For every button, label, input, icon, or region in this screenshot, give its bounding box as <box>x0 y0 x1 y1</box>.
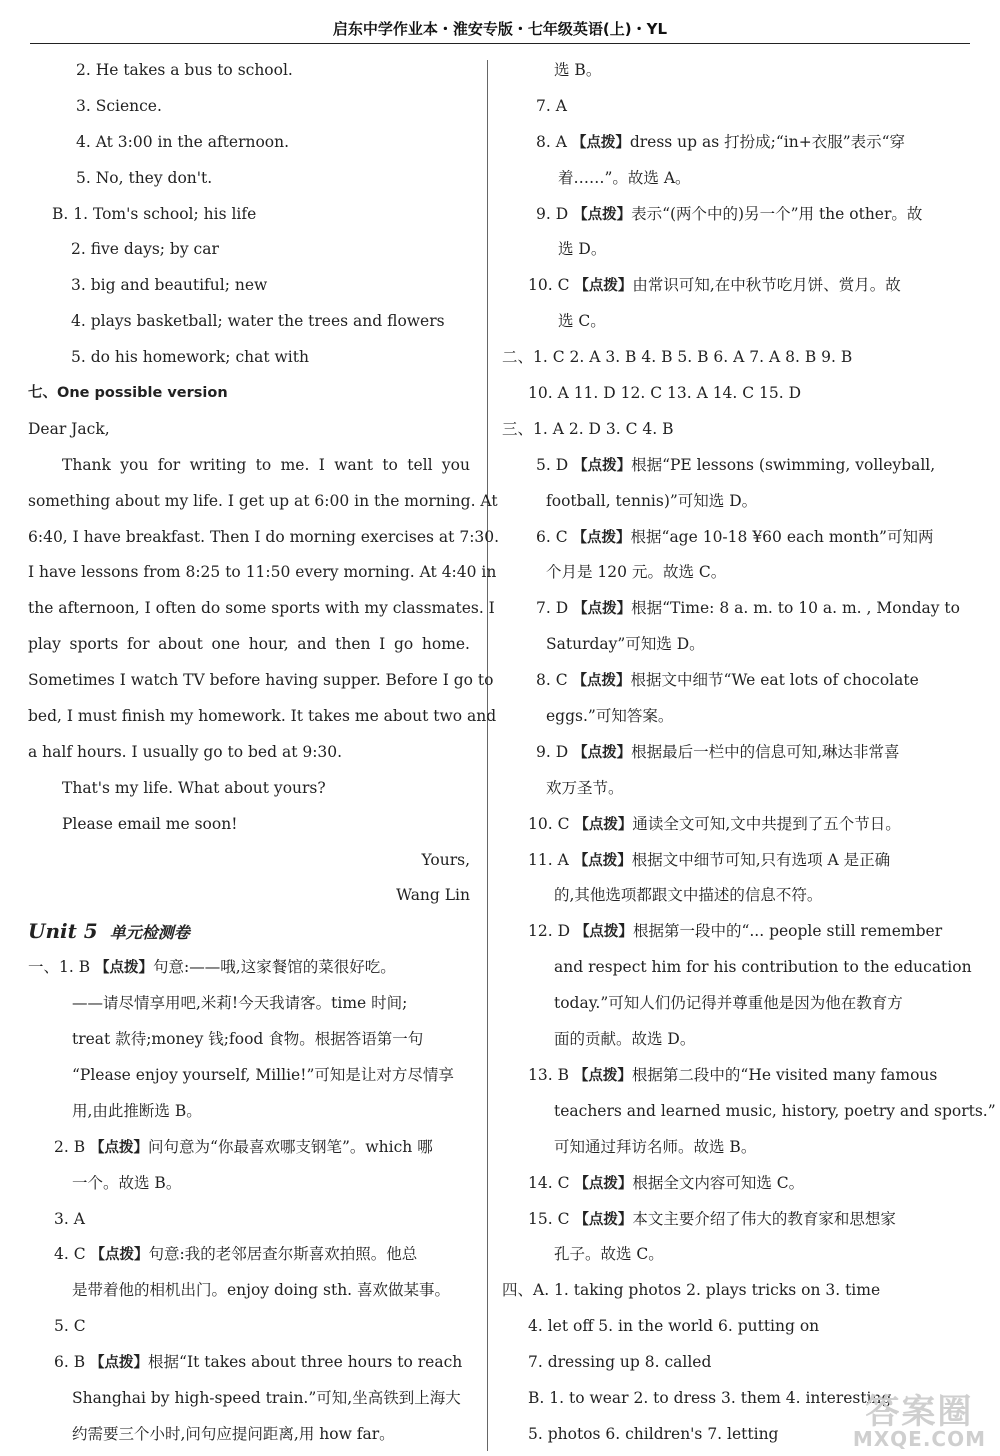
text-line <box>28 1097 470 1133</box>
line-text: Sometimes I watch TV before having supper. Before I go to <box>28 671 494 690</box>
hint-text: 根据“It takes about three hours to reach <box>148 1353 463 1372</box>
hint-tag: 【点拨】 <box>573 852 632 869</box>
text-line <box>502 379 944 415</box>
hint-text: 句意:我的老邻居查尔斯喜欢拍照。他总 <box>148 1245 418 1264</box>
hint-text: 表示“(两个中的)另一个”用 the other。故 <box>631 204 923 223</box>
line-text: eggs.”可知答案。 <box>546 707 674 726</box>
line-text: 9. D <box>536 742 574 761</box>
line-text: Dear Jack, <box>28 419 110 438</box>
line-text: I have lessons from 8:25 to 11:50 every morning. At 4:40 in <box>28 563 497 582</box>
line-text: 2. He takes a bus to school. <box>76 61 293 79</box>
line-text: 5. D <box>536 455 574 474</box>
line-text: 7. A <box>536 96 567 115</box>
text-line <box>502 702 944 738</box>
hint-tag: 【点拨】 <box>90 1355 149 1372</box>
hint-text: 根据“Time: 8 a. m. to 10 a. m. , Monday to <box>631 599 960 618</box>
text-line <box>28 523 500 559</box>
line-text: 七、One possible version <box>28 385 228 402</box>
line-text: 是带着他的相机出门。enjoy doing sth. 喜欢做某事。 <box>72 1281 451 1300</box>
line-text: 6:40, I have breakfast. Then I do morning exercises at 7:30. <box>28 527 500 546</box>
text-line <box>502 415 944 451</box>
hint-tag: 【点拨】 <box>573 601 632 618</box>
watermark-cn: 答案圈 <box>865 1392 974 1432</box>
line-text: Yours, <box>421 850 470 869</box>
unit-subtitle: 单元检测卷 <box>109 923 190 943</box>
text-line <box>502 810 944 846</box>
line-text: the afternoon, I often do some sports with my classmates. I <box>28 599 495 618</box>
text-line <box>28 1312 470 1348</box>
text-line <box>502 1061 944 1097</box>
line-text: 2. B <box>54 1137 91 1156</box>
text-line <box>28 128 470 164</box>
hint-text: 根据最后一栏中的信息可知,琳达非常喜 <box>631 742 900 761</box>
text-line <box>28 738 470 774</box>
hint-tag: 【点拨】 <box>574 924 633 941</box>
line-text: B. 1. Tom's school; his life <box>52 204 257 223</box>
text-line <box>502 1312 944 1348</box>
hint-tag: 【点拨】 <box>571 134 630 151</box>
text-line <box>28 487 498 523</box>
line-text: 4. let off 5. in the world 6. putting on <box>528 1317 820 1336</box>
text-line <box>502 92 944 128</box>
line-text: 四、A. 1. taking photos 2. plays tricks on 3. time <box>502 1281 881 1300</box>
text-line <box>502 487 944 523</box>
text-line <box>28 415 470 451</box>
hint-text: 通读全文可知,文中共提到了五个节日。 <box>632 814 901 833</box>
line-text: 孔子。故选 C。 <box>554 1245 664 1264</box>
line-text: 8. A <box>536 132 572 151</box>
text-line <box>502 164 944 200</box>
text-line <box>28 379 470 415</box>
line-text: 6. C <box>536 527 573 546</box>
line-text: 欢万圣节。 <box>546 778 624 797</box>
text-line <box>28 702 497 738</box>
text-line <box>28 558 497 594</box>
line-text: 二、1. C 2. A 3. B 4. B 5. B 6. A 7. A 8. B 9. B <box>502 348 853 367</box>
text-line <box>502 1169 944 1205</box>
text-line <box>502 881 944 917</box>
text-line <box>28 810 470 846</box>
hint-text: dress up as 打扮成;“in+衣服”表示“穿 <box>629 132 906 151</box>
text-line <box>28 1025 470 1061</box>
hint-tag: 【点拨】 <box>574 816 633 833</box>
text-line <box>502 56 944 92</box>
hint-tag: 【点拨】 <box>573 457 632 474</box>
text-line <box>28 1169 470 1205</box>
hint-tag: 【点拨】 <box>95 960 154 977</box>
hint-tag: 【点拨】 <box>574 278 633 295</box>
text-line <box>28 164 470 200</box>
text-line <box>28 200 470 236</box>
line-text: 11. A <box>528 850 574 869</box>
hint-text: 根据“age 10-18 ¥60 each month”可知两 <box>630 527 934 546</box>
line-text: 9. D <box>536 204 574 223</box>
line-text: 5. C <box>54 1317 86 1336</box>
hint-text: 根据文中细节可知,只有选项 A 是正确 <box>631 850 891 869</box>
line-text: today.”可知人们仍记得并尊重他是因为他在教育方 <box>554 994 903 1013</box>
line-text: 个月是 120 元。故选 C。 <box>546 563 727 582</box>
line-text: 用,由此推断选 B。 <box>72 1101 202 1120</box>
text-line <box>28 92 470 128</box>
text-line <box>28 235 470 271</box>
text-line <box>502 1276 944 1312</box>
line-text: That's my life. What about yours? <box>62 778 326 797</box>
line-text: Please email me soon! <box>62 814 238 833</box>
line-text: “Please enjoy yourself, Millie!”可知是让对方尽情享 <box>72 1065 454 1084</box>
unit-title: Unit 5 <box>28 919 98 944</box>
line-text: 10. C <box>528 814 575 833</box>
line-text: play sports for about one hour, and then I go home. <box>28 635 470 654</box>
hint-tag: 【点拨】 <box>572 673 631 690</box>
hint-text: 根据第二段中的“He visited many famous <box>631 1065 938 1084</box>
hint-tag: 【点拨】 <box>573 744 632 761</box>
line-text: bed, I must finish my homework. It takes me about two and <box>28 707 497 726</box>
hint-text: 根据“PE lessons (swimming, volleyball, <box>631 455 936 474</box>
line-text: 4. C <box>54 1245 91 1264</box>
line-text: 14. C <box>528 1173 575 1192</box>
line-text: 一、1. B <box>28 958 96 977</box>
line-text: 面的贡献。故选 D。 <box>554 1030 696 1049</box>
text-line <box>28 1384 470 1420</box>
text-line <box>502 1133 944 1169</box>
unit-heading <box>28 917 470 953</box>
text-line <box>502 523 944 559</box>
line-text: Wang Lin <box>396 886 470 905</box>
line-text: 可知通过拜访名师。故选 B。 <box>554 1137 757 1156</box>
text-line <box>502 1097 996 1133</box>
line-text: something about my life. I get up at 6:00 in the morning. At <box>28 491 498 510</box>
line-text: 6. B <box>54 1353 91 1372</box>
hint-tag: 【点拨】 <box>573 206 632 223</box>
text-line <box>502 666 944 702</box>
line-text: 10. C <box>528 276 575 295</box>
text-line <box>28 846 470 882</box>
line-text: 5. No, they don't. <box>76 168 213 187</box>
watermark-en: MXQE.COM <box>852 1427 986 1451</box>
column-divider <box>487 60 488 1451</box>
line-text: 13. B <box>528 1065 574 1084</box>
hint-tag: 【点拨】 <box>574 1211 633 1228</box>
page-header: 启东中学作业本・淮安专版・七年级英语(上)・YL <box>332 20 668 38</box>
text-line <box>502 774 944 810</box>
line-text: 一个。故选 B。 <box>72 1173 182 1192</box>
text-line <box>502 1240 944 1276</box>
text-line <box>28 594 495 630</box>
hint-text: 由常识可知,在中秋节吃月饼、赏月。故 <box>632 276 901 295</box>
text-line <box>502 738 944 774</box>
line-text: 4. At 3:00 in the afternoon. <box>76 132 290 151</box>
line-text: 3. A <box>54 1209 85 1228</box>
text-line <box>28 307 470 343</box>
text-line <box>28 1133 470 1169</box>
line-text: 选 B。 <box>554 61 602 79</box>
text-line <box>28 451 470 487</box>
text-line <box>502 451 944 487</box>
text-line <box>502 989 944 1025</box>
line-text: 3. big and beautiful; new <box>71 276 268 295</box>
text-line <box>502 343 944 379</box>
text-line <box>502 1205 944 1241</box>
hint-tag: 【点拨】 <box>572 529 631 546</box>
line-text: 选 C。 <box>558 312 606 331</box>
text-line <box>28 881 470 917</box>
text-line <box>502 235 944 271</box>
hint-text: 本文主要介绍了伟大的教育家和思想家 <box>632 1209 896 1228</box>
text-line <box>28 1240 470 1276</box>
line-text: 5. do his homework; chat with <box>71 348 309 367</box>
line-text: 着……”。故选 A。 <box>558 168 691 187</box>
text-line <box>28 989 470 1025</box>
line-text: 选 D。 <box>558 240 607 259</box>
hint-tag: 【点拨】 <box>574 1175 633 1192</box>
line-text: 7. dressing up 8. called <box>528 1353 712 1372</box>
text-line <box>502 953 972 989</box>
line-text: 约需要三个小时,问句应提问距离,用 how far。 <box>72 1424 395 1443</box>
line-text: 三、1. A 2. D 3. C 4. B <box>502 419 674 438</box>
text-line <box>28 1205 470 1241</box>
line-text: 10. A 11. D 12. C 13. A 14. C 15. D <box>528 384 802 403</box>
line-text: football, tennis)”可知选 D。 <box>546 491 758 510</box>
line-text: 12. D <box>528 922 575 941</box>
text-line <box>28 1348 470 1384</box>
line-text: teachers and learned music, history, poetry and sports.” <box>554 1101 996 1120</box>
text-line <box>28 56 470 92</box>
line-text: 2. five days; by car <box>71 240 219 259</box>
text-line <box>28 343 470 379</box>
text-line <box>502 271 944 307</box>
text-line <box>28 774 470 810</box>
text-line <box>28 1276 470 1312</box>
line-text: a half hours. I usually go to bed at 9:30. <box>28 742 343 761</box>
line-text: B. 1. to wear 2. to dress 3. them 4. interesting <box>528 1388 892 1407</box>
hint-tag: 【点拨】 <box>90 1247 149 1264</box>
text-line <box>28 271 470 307</box>
text-line <box>502 917 944 953</box>
hint-text: 根据文中细节“We eat lots of chocolate <box>630 671 919 690</box>
line-text: Shanghai by high-speed train.”可知,坐高铁到上海大 <box>72 1388 461 1407</box>
text-line <box>502 128 944 164</box>
text-line <box>502 846 944 882</box>
line-text: and respect him for his contribution to the education <box>554 958 972 977</box>
line-text: 15. C <box>528 1209 575 1228</box>
hint-text: 问句意为“你最喜欢哪支钢笔”。which 哪 <box>148 1137 433 1156</box>
left-column <box>28 56 500 1456</box>
text-line <box>502 200 944 236</box>
watermark <box>852 1392 986 1451</box>
text-line <box>502 558 944 594</box>
text-line <box>502 594 960 630</box>
text-line <box>28 630 470 666</box>
hint-text: 句意:——哦,这家餐馆的菜很好吃。 <box>153 958 396 977</box>
hint-tag: 【点拨】 <box>90 1139 149 1156</box>
hint-text: 根据第一段中的“... people still remember <box>632 922 943 941</box>
line-text: 4. plays basketball; water the trees and flowers <box>71 312 445 331</box>
text-line <box>502 630 944 666</box>
text-line <box>502 307 944 343</box>
line-text: 8. C <box>536 671 573 690</box>
line-text: 5. photos 6. children's 7. letting <box>528 1424 779 1443</box>
hint-tag: 【点拨】 <box>573 1067 632 1084</box>
line-text: Thank you for writing to me. I want to tell you <box>62 455 470 474</box>
text-line <box>28 666 494 702</box>
header-rule <box>30 43 970 44</box>
line-text: Saturday”可知选 D。 <box>546 635 705 654</box>
line-text: 的,其他选项都跟文中描述的信息不符。 <box>554 886 823 905</box>
text-line <box>28 1420 470 1456</box>
line-text: 3. Science. <box>76 96 162 115</box>
text-line <box>28 953 470 989</box>
line-text: 7. D <box>536 599 574 618</box>
right-column <box>502 56 996 1456</box>
text-line <box>502 1025 944 1061</box>
line-text: ——请尽情享用吧,米莉!今天我请客。time 时间; <box>72 994 408 1013</box>
text-line <box>28 1061 470 1097</box>
text-line <box>502 1348 944 1384</box>
hint-text: 根据全文内容可知选 C。 <box>632 1173 805 1192</box>
line-text: treat 款待;money 钱;food 食物。根据答语第一句 <box>72 1030 424 1049</box>
